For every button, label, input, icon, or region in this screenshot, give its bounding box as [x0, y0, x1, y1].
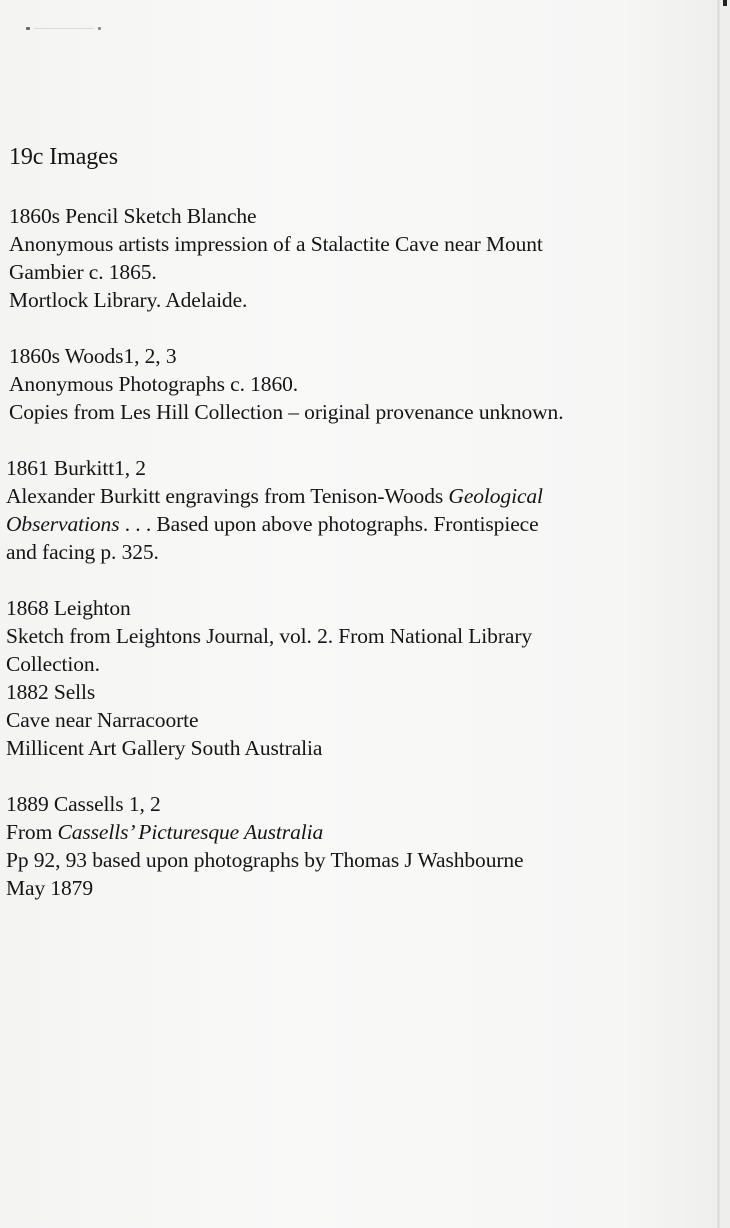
staple-mark [26, 27, 104, 30]
entry-subheading: 1882 Sells [6, 680, 96, 704]
entry-line: Anonymous artists impression of a Stalactite Cave near Mount [9, 232, 543, 256]
entry-line: Sketch from Leightons Journal, vol. 2. From National Library [6, 624, 533, 648]
entry-line: Anonymous Photographs c. 1860. [9, 372, 299, 396]
book-title-italic: Observations [6, 512, 120, 536]
entry-1860s-blanche [9, 202, 709, 314]
entry-line: Collection. [6, 652, 100, 676]
entry-line: Cave near Narracoorte [6, 708, 199, 732]
entry-line: and facing p. 325. [6, 540, 159, 564]
staple-line [34, 28, 94, 29]
entry-line [6, 510, 709, 538]
entry-1860s-woods [9, 342, 709, 426]
staple-dot-left [26, 27, 30, 30]
entry-line [6, 482, 709, 510]
entry-line: May 1879 [6, 876, 93, 900]
page-title: 19c Images [9, 144, 118, 170]
book-title-italic: Geological [448, 484, 543, 508]
corner-mark [723, 0, 727, 6]
entry-line: Gambier c. 1865. [9, 260, 157, 284]
entry-text: Alexander Burkitt engravings from Tenison-Woods [6, 484, 449, 508]
entry-line: Millicent Art Gallery South Australia [6, 736, 323, 760]
entry-1861-burkitt [6, 454, 709, 566]
entry-heading: 1860s Woods1, 2, 3 [9, 344, 177, 368]
entry-1868-leighton [6, 594, 709, 762]
paper-fold [717, 0, 720, 1228]
book-title-italic: Cassells’ Picturesque Australia [57, 820, 324, 844]
entry-line: Mortlock Library. Adelaide. [9, 288, 248, 312]
entry-line: Pp 92, 93 based upon photographs by Thomas J Washbourne [6, 848, 524, 872]
entry-text: From [6, 820, 58, 844]
document-body [6, 142, 709, 930]
entry-heading: 1861 Burkitt1, 2 [6, 456, 146, 480]
entry-heading: 1860s Pencil Sketch Blanche [9, 204, 257, 228]
entry-line: Copies from Les Hill Collection – original provenance unknown. [9, 400, 564, 424]
entry-line [6, 818, 709, 846]
entry-heading: 1889 Cassells 1, 2 [6, 792, 161, 816]
entry-heading: 1868 Leighton [6, 596, 131, 620]
staple-dot-right [98, 27, 101, 30]
entry-1889-cassells [6, 790, 709, 902]
entry-text: . . . Based upon above photographs. Frontispiece [119, 512, 539, 536]
